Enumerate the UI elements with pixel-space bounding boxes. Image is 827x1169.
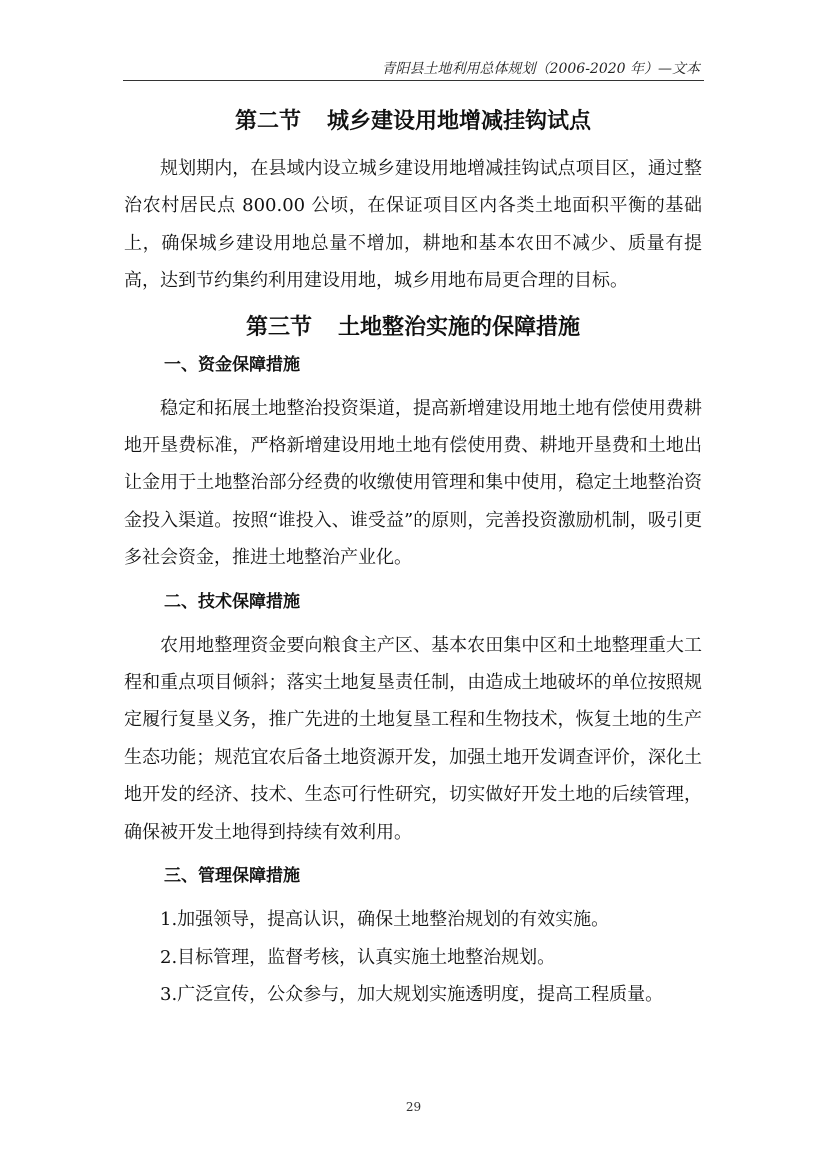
section-number: 第三节 [245, 314, 312, 340]
section-heading-3 [124, 308, 702, 348]
page-content [124, 102, 702, 1013]
subsection-heading-funding: 一、资金保障措施 [164, 354, 300, 375]
list-item: 1.加强领导，提高认识，确保土地整治规划的有效实施。 [160, 909, 610, 931]
section-heading-2 [124, 102, 702, 142]
list-item: 3.广泛宣传，公众参与，加大规划实施透明度，提高工程质量。 [160, 983, 664, 1005]
list-item: 2.目标管理，监督考核，认真实施土地整治规划。 [160, 946, 556, 968]
paragraph: 稳定和拓展土地整治投资渠道，提高新增建设用地土地有偿使用费耕地开垦费标准，严格新增建设用地土地有偿使用费、耕地开垦费和土地出让金用于土地整治部分经费的收缴使用管理和集中使用，稳定土地整治资金投入渠道。按照“谁投入、谁受益”的原则，完善投资激励机制，吸引更多社会资金，推进土地整治产业化。 [124, 397, 702, 569]
paragraph: 农用地整理资金要向粮食主产区、基本农田集中区和土地整理重大工程和重点项目倾斜；落实土地复垦责任制，由造成土地破坏的单位按照规定履行复垦义务，推广先进的土地复垦工程和生物技术，恢复土地的生产生态功能；规范宜农后备土地资源开发，加强土地开发调查评价，深化土地开发的经济、技术、生态可行性研究，切实做好开发土地的后续管理，确保被开发土地得到持续有效利用。 [124, 634, 702, 843]
paragraph: 规划期内，在县域内设立城乡建设用地增减挂钩试点项目区，通过整治农村居民点 800.00 公顷，在保证项目区内各类土地面积平衡的基础上，确保城乡建设用地总量不增加，耕地和基本农田不减少、质量有提高，达到节约集约利用建设用地，城乡用地布局更合理的目标。 [124, 158, 702, 292]
header-rule [123, 80, 704, 81]
page-number: 29 [405, 1100, 422, 1114]
section-title: 土地整治实施的保障措施 [338, 314, 581, 340]
subsection-heading-management: 三、管理保障措施 [164, 866, 300, 887]
subsection-heading-technical: 二、技术保障措施 [164, 591, 300, 612]
running-header: 青阳县土地利用总体规划（2006-2020 年）—文本 [381, 61, 700, 77]
section-title: 城乡建设用地增减挂钩试点 [327, 109, 592, 134]
section-number: 第二节 [234, 109, 301, 134]
